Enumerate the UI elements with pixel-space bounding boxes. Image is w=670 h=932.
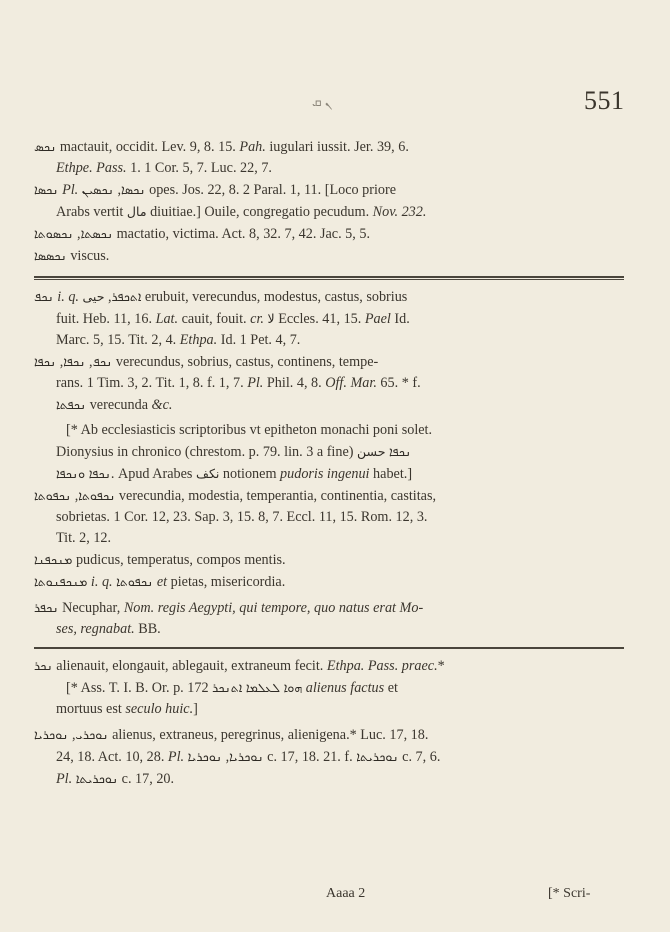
- syriac-word: ܢܘܟܪܝܬܐ: [356, 749, 399, 764]
- syriac-word: ܢܟܣܐ: [34, 182, 59, 197]
- entry-line: ܢܟܣܐ Pl. ܢܟܣܐ, ܢܟܣܝܢ opes. Jos. 22, 8. 2 Paral. 1, 11. [Loco priore: [34, 182, 397, 198]
- syriac-word: ܢܟܣ: [34, 139, 57, 154]
- entry-line: 24, 18. Act. 10, 28. Pl. ܢܘܟܪܝܐ, ܢܘܟܪܝܐ c. 17, 18. 21. f. ܢܘܟܪܝܬܐ c. 7, 6.: [56, 749, 441, 765]
- entry-line: ܢܟܦܪ Necuphar, Nom. regis Aegypti, qui tempore, quo natus erat Mo-: [34, 600, 424, 616]
- section-rule: [34, 647, 624, 649]
- entry-line: Arabs vertit مال diuitiae.] Ouile, congregatio pecudum. Nov. 232.: [56, 204, 427, 220]
- syriac-word: ܢܟܣܬܐ: [80, 226, 114, 241]
- syriac-word: ܢܟܦܘܬܐ: [34, 488, 72, 503]
- entry-line: Marc. 5, 15. Tit. 2, 4. Ethpa. Id. 1 Pet. 4, 7.: [56, 332, 301, 348]
- entry-line: ܢܟܦ, ܢܟܦܐ, ܢܟܦܐ verecundus, sobrius, castus, continens, tempe-: [34, 354, 379, 370]
- entry-line: fuit. Heb. 11, 16. Lat. cauit, fouit. cr. لا Eccles. 41, 15. Pael Id.: [56, 311, 410, 327]
- syriac-word: ܡܢܟܦܢܐ: [34, 552, 73, 567]
- signature-mark: Aaaa 2: [326, 886, 366, 901]
- syriac-word: ܢܟܦܐ: [34, 354, 57, 369]
- syriac-word: ܢܘܟܪܝܬܐ: [75, 771, 119, 786]
- syriac-word: ܐܬܢܟܪ: [212, 680, 243, 695]
- syriac-word: ܢܟܦܘܬܐ: [78, 488, 116, 503]
- syriac-word: ܢܟܣܣܐ: [34, 248, 67, 263]
- syriac-word: ܢܘܟܪܝ: [75, 727, 109, 742]
- page-body: [34, 136, 624, 790]
- bracket-note: Dionysius in chronico (chrestom. p. 79. lin. 3 a fine) ܢܟܦܐ حسن: [56, 444, 412, 460]
- syriac-word: ܢܘܟܪܝܐ: [229, 749, 264, 764]
- entry-line: ܡܢܟܦܢܐ pudicus, temperatus, compos mentis.: [34, 552, 286, 568]
- entry-line: ses, regnabat. BB.: [56, 621, 161, 637]
- syriac-word: ܢܟܦܘܬܐ: [116, 574, 154, 589]
- syriac-word: ܢܟܣܘܬܐ: [34, 226, 74, 241]
- bracket-note: [* Ass. T. I. B. Or. p. 172 ܗܘܐ ܠܥܠܡܐ ܐܬܢܟܪ alienus factus et: [66, 680, 398, 696]
- entry-line: sobrietas. 1 Cor. 12, 23. Sap. 3, 15. 8, 7. Eccl. 11, 15. Rom. 12, 3.: [56, 509, 428, 525]
- syriac-word: ܗܘܐ: [283, 680, 303, 695]
- entry-line: rans. 1 Tim. 3, 2. Tit. 1, 8. f. 1, 7. Pl. Phil. 4, 8. Off. Mar. 65. * f.: [56, 375, 421, 391]
- section-rule: [34, 276, 624, 280]
- entry-line: ܢܟܣܬܐ, ܢܟܣܘܬܐ mactatio, victima. Act. 8, 32. 7, 42. Jac. 5, 5.: [34, 226, 370, 242]
- syriac-word: ܘܢܟܦܐ: [56, 466, 86, 481]
- entry-line: ܢܟܣܣܐ viscus.: [34, 248, 110, 264]
- catchword: [* Scri-: [548, 886, 591, 901]
- arabic-word: حسن: [357, 444, 386, 459]
- arabic-word: حيى: [82, 289, 105, 304]
- bracket-note: ܢܟܦܐ ܘܢܟܦܐ . Apud Arabes نكف notionem pudoris ingenui habet.]: [56, 466, 413, 482]
- arabic-word: نكف: [196, 466, 220, 481]
- entry-line: ܢܟܦܘܬܐ, ܢܟܦܘܬܐ verecundia, modestia, temperantia, continentia, castitas,: [34, 488, 437, 504]
- entry-line: ܢܟܦ i. q. ܐܬܟܦܪ, حيى erubuit, verecundus, modestus, castus, sobrius: [34, 289, 408, 305]
- syriac-word: ܢܟܦ: [34, 289, 54, 304]
- syriac-word: ܢܘܟܪܝܐ: [187, 749, 223, 764]
- syriac-word: ܢܟܦܐ: [88, 466, 111, 481]
- entry-line: Pl. ܢܘܟܪܝܬܐ c. 17, 20.: [56, 771, 175, 787]
- arabic-word: مال: [126, 204, 147, 219]
- syriac-word: ܢܟܦ: [92, 354, 113, 369]
- syriac-word: ܠܥܠܡܐ: [245, 680, 281, 695]
- running-head-syriac: ܢ ܩ: [312, 94, 332, 109]
- entry-line: ܢܟܣ mactauit, occidit. Lev. 9, 8. 15. Pah. iugulari iussit. Jer. 39, 6.: [34, 139, 409, 155]
- entry-line: ܡܢܟܦܢܘܬܐ i. q. ܢܟܦܘܬܐ et pietas, misericordia.: [34, 574, 286, 590]
- syriac-word: ܢܟܪ: [34, 658, 53, 673]
- entry-line: ܢܟܦܬܐ verecunda &c.: [56, 397, 173, 413]
- entry-line: Tit. 2, 12.: [56, 530, 112, 546]
- arabic-word: لا: [267, 311, 275, 326]
- syriac-word: ܢܟܣܝܢ: [81, 182, 114, 197]
- entry-line: ܢܟܪ alienauit, elongauit, ablegauit, extraneum fecit. Ethpa. Pass. praec.*: [34, 658, 445, 674]
- bracket-note: [* Ab ecclesiasticis scriptoribus vt epitheton monachi poni solet.: [66, 422, 433, 438]
- bracket-note: mortuus est seculo huic.]: [56, 701, 198, 717]
- entry-line: ܢܘܟܪܝ, ܢܘܟܪܝܐ alienus, extraneus, peregrinus, alienigena.* Luc. 17, 18.: [34, 727, 429, 743]
- syriac-word: ܐܬܟܦܪ: [111, 289, 142, 304]
- syriac-word: ܢܟܦܪ: [34, 600, 59, 615]
- syriac-word: ܢܟܦܐ: [389, 444, 412, 459]
- entry-line: Ethpe. Pass. 1. 1 Cor. 5, 7. Luc. 22, 7.: [56, 160, 272, 176]
- syriac-word: ܢܘܟܪܝܐ: [34, 727, 69, 742]
- syriac-word: ܢܟܦܐ: [63, 354, 86, 369]
- syriac-word: ܡܢܟܦܢܘܬܐ: [34, 574, 88, 589]
- syriac-word: ܢܟܦܬܐ: [56, 397, 87, 412]
- syriac-word: ܢܟܣܐ: [121, 182, 146, 197]
- page-number: 551: [584, 86, 625, 115]
